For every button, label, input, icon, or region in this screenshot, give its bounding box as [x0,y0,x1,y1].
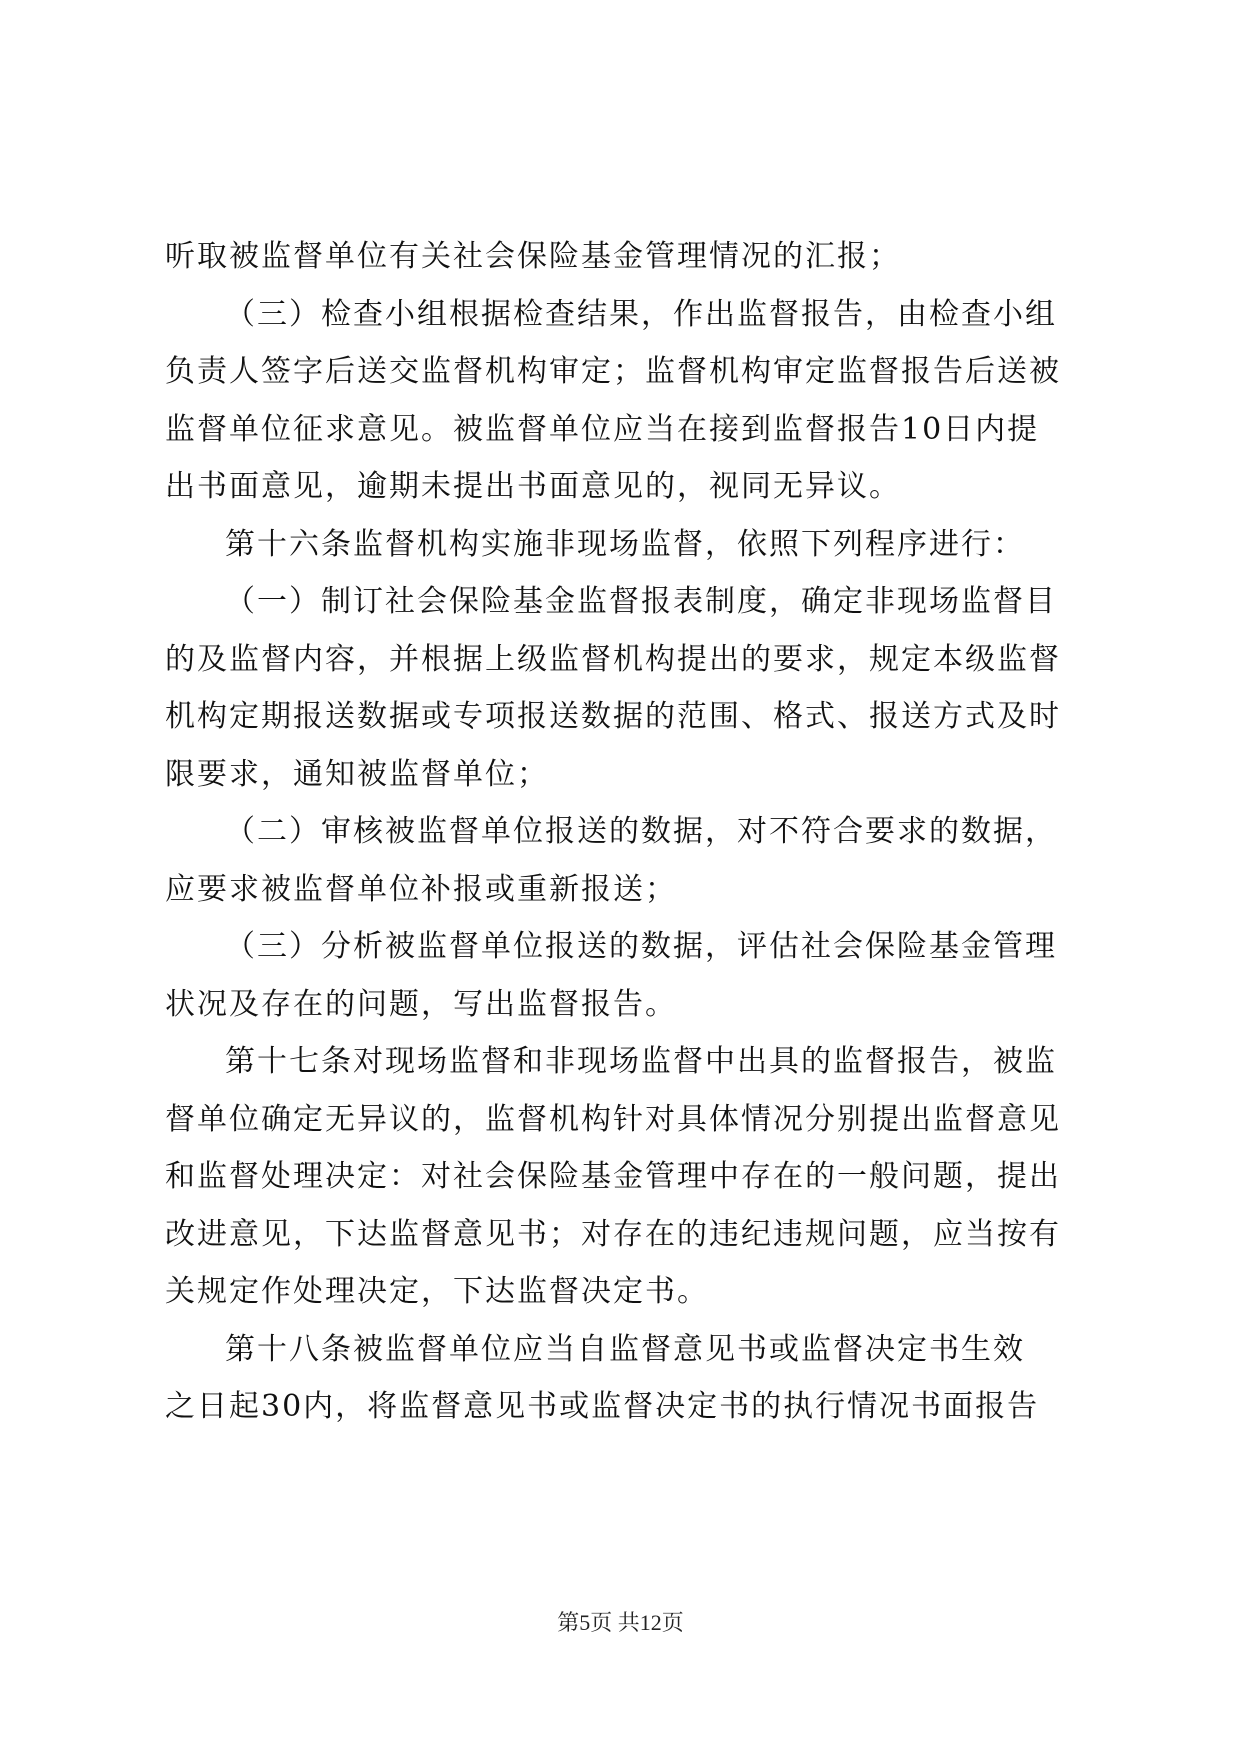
text-line: 改进意见，下达监督意见书；对存在的违纪违规问题，应当按有 [165,1216,1061,1252]
text-line: 监督单位征求意见。被监督单位应当在接到监督报告10日内提 [165,411,1040,447]
text-line: 督单位确定无异议的，监督机构针对具体情况分别提出监督意见 [165,1101,1061,1137]
text-line: 的及监督内容，并根据上级监督机构提出的要求，规定本级监督 [165,641,1061,677]
text-line: 状况及存在的问题，写出监督报告。 [165,986,677,1022]
text-line: 第十八条被监督单位应当自监督意见书或监督决定书生效 [225,1331,1025,1367]
page-number: 第5页 共12页 [557,1610,684,1635]
text-line: 应要求被监督单位补报或重新报送； [165,871,677,907]
document-body [165,228,1085,1436]
text-line: 关规定作处理决定，下达监督决定书。 [165,1274,709,1309]
text-line: （三）检查小组根据检查结果，作出监督报告，由检查小组 [225,296,1057,332]
text-line: 机构定期报送数据或专项报送数据的范围、格式、报送方式及时 [165,699,1061,734]
text-line: 出书面意见，逾期未提出书面意见的，视同无异议。 [165,469,901,504]
text-line: 第十七条对现场监督和非现场监督中出具的监督报告，被监 [225,1044,1057,1079]
text-line: 和监督处理决定：对社会保险基金管理中存在的一般问题，提出 [165,1159,1061,1194]
text-line: 限要求，通知被监督单位； [165,756,549,792]
text-line: （二）审核被监督单位报送的数据，对不符合要求的数据， [225,814,1057,849]
text-line: 听取被监督单位有关社会保险基金管理情况的汇报； [165,239,901,274]
text-line: （三）分析被监督单位报送的数据，评估社会保险基金管理 [225,929,1057,964]
text-line: 之日起30内，将监督意见书或监督决定书的执行情况书面报告 [165,1389,1040,1424]
text-line: 第十六条监督机构实施非现场监督，依照下列程序进行： [225,526,1025,562]
text-line: （一）制订社会保险基金监督报表制度，确定非现场监督目 [225,584,1057,619]
page-footer [0,1606,1241,1637]
text-line: 负责人签字后送交监督机构审定；监督机构审定监督报告后送被 [165,354,1061,389]
